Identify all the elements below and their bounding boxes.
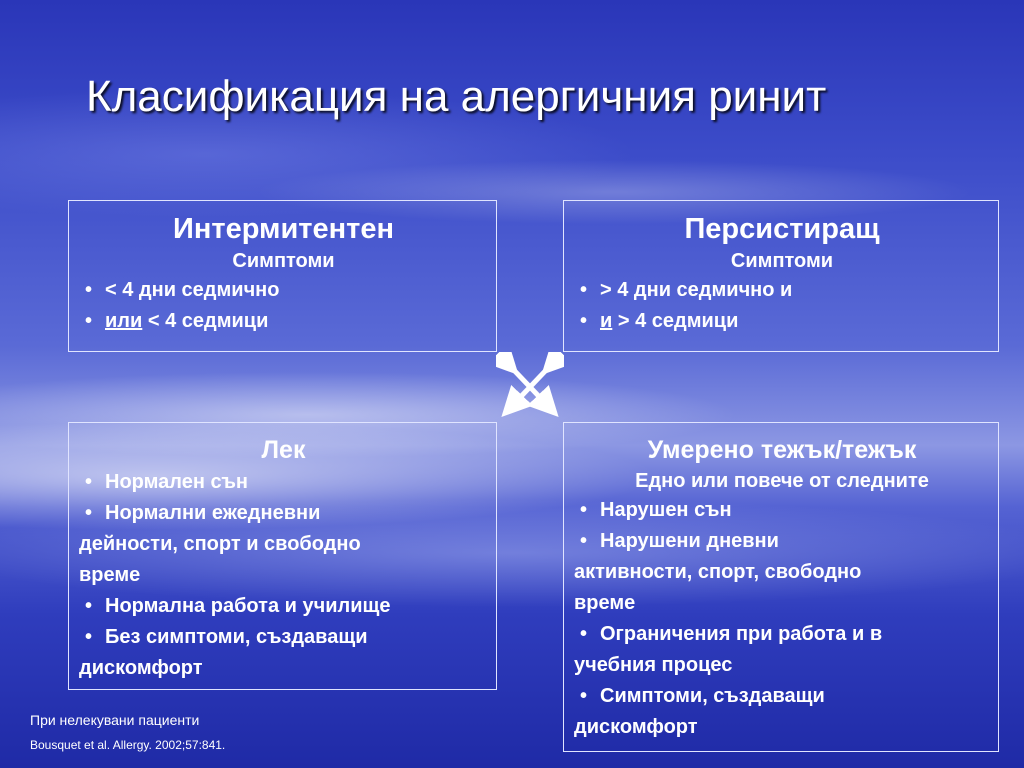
list-item-continuation: дискомфорт (574, 716, 698, 738)
list-item (79, 591, 488, 622)
list-item (79, 467, 488, 498)
item-text: > 4 седмици (612, 310, 739, 332)
item-text: Нормална работа и училище (105, 595, 391, 617)
bullet: • (85, 310, 93, 332)
bullet: • (580, 279, 588, 301)
list-item (574, 681, 990, 712)
item-text: Нормални ежедневни (105, 502, 321, 524)
bullet: • (85, 626, 93, 648)
persistent-heading: Персистиращ (684, 213, 880, 245)
list-item-continuation: учебния процес (574, 654, 733, 676)
list-item (79, 306, 488, 337)
list-item (79, 622, 488, 653)
persistent-subheading: Симптоми (730, 250, 834, 272)
item-text: < 4 седмици (142, 310, 269, 332)
moderate-subheading: Едно или повече от следните (635, 470, 929, 492)
list-item (574, 526, 990, 557)
untreated-patients-note: При нелекувани пациенти (30, 712, 200, 728)
bullet: • (580, 623, 588, 645)
item-text: Нормален сън (105, 471, 248, 493)
item-text: Без симптоми, създаващи (105, 626, 368, 648)
list-item-continuation: дискомфорт (79, 657, 203, 679)
item-text: Симптоми, създаващи (600, 685, 825, 707)
reference-citation: Bousquet et al. Allergy. 2002;57:841. (30, 738, 226, 752)
intermittent-subheading: Симптоми (232, 250, 335, 272)
bullet: • (85, 595, 93, 617)
list-item-continuation: време (574, 592, 636, 614)
item-text: > 4 дни седмично и (600, 279, 793, 301)
intermittent-box (68, 200, 497, 352)
item-text: < 4 дни седмично (105, 279, 280, 301)
bullet: • (85, 471, 93, 493)
list-item (574, 495, 990, 526)
slide-title: Класификация на алергичния ринит (86, 72, 827, 121)
intermittent-heading: Интермитентен (173, 213, 394, 245)
bullet: • (580, 499, 588, 521)
item-text: Нарушен сън (600, 499, 732, 521)
list-item-continuation: време (79, 564, 141, 586)
persistent-box (563, 200, 999, 352)
list-item (574, 619, 990, 650)
list-item (574, 275, 990, 306)
underlined-conjunction: и (600, 310, 613, 332)
bullet: • (580, 685, 588, 707)
bullet: • (580, 530, 588, 552)
list-item (79, 275, 488, 306)
list-item (79, 498, 488, 529)
item-text: Ограничения при работа и в (600, 623, 883, 645)
underlined-conjunction: или (105, 310, 143, 332)
mild-heading: Лек (261, 436, 306, 464)
list-item-continuation: активности, спорт, свободно (574, 561, 862, 583)
mild-box (68, 422, 497, 690)
list-item-continuation: дейности, спорт и свободно (79, 533, 361, 555)
item-text: Нарушени дневни (600, 530, 779, 552)
bullet: • (85, 279, 93, 301)
bullet: • (580, 310, 588, 332)
bullet: • (85, 502, 93, 524)
list-item (574, 306, 990, 337)
moderate-severe-box (563, 422, 999, 752)
double-headed-cross-arrows-icon (496, 352, 564, 422)
moderate-heading: Умерено тежък/тежък (647, 436, 917, 464)
